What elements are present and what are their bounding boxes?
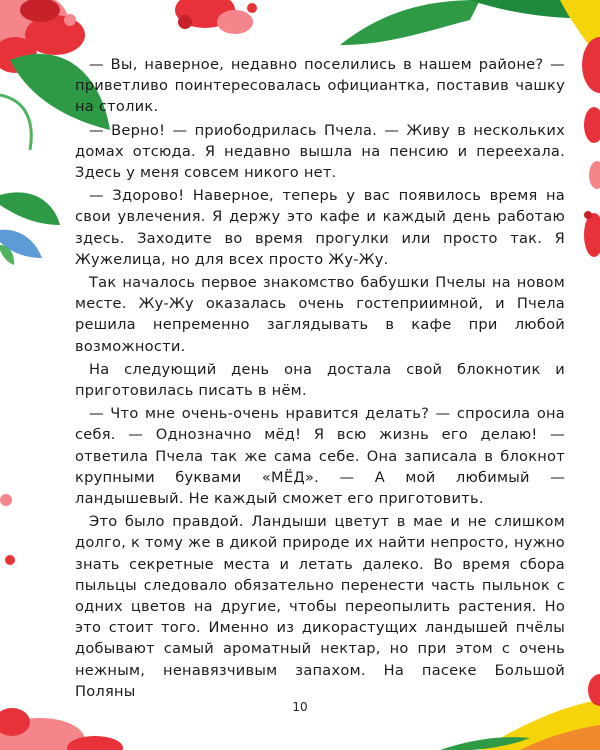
story-text [75,54,565,704]
paragraph: — Что мне очень-очень нравится делать? — спросила она себя. — Однозначно мёд! Я всю жизнь его делаю! — ответила Пчела так же сама себе. Она записала в блокнот крупными буквами «МЁД». — А мой любимый — ландышевый. Не каждый сможет его приготовить. [75,405,565,508]
paragraph: — Здорово! Наверное, теперь у вас появилось время на свои увлечения. Я держу это кафе и каждый день работаю здесь. Заходите во время прогулки или просто так. Я Жужелица, но для всех просто Жу-Жу. [75,187,565,268]
top-center-leaf [340,0,480,45]
left-dots [0,494,15,565]
top-center-flowers [175,0,257,34]
top-left-stem [0,95,31,150]
top-right-flower [582,37,600,93]
paragraph: — Вы, наверное, недавно поселились в нашем районе? — приветливо поинтересовалась официантка, поставив чашку на столик. [75,56,565,116]
bottom-left-flowers [0,708,123,750]
right-flowers [584,107,600,257]
paragraph: На следующий день она достала свой блокнотик и приготовилась писать в нём. [75,360,565,400]
paragraph: Это было правдой. Ландыши цветут в мае и не слишком долго, к тому же в дикой природе их найти непросто, нужно знать секретные места и летать далеко. Во время сбора пыльцы следовало обязательно перенести часть пыльнок с одних цветов на другие, чтобы переопылить растения. Но это стоит того. Именно из дикорастущих ландышей пчёлы добывают самый ароматный нектар, но при этом с очень нежным, ненавязчивым запахом. На пасеке Большой Поляны [75,513,565,700]
left-leaf-green [0,192,60,225]
paragraph: Так началось первое знакомство бабушки Пчелы на новом месте. Жу-Жу оказалась очень гостеприимной, и Пчела решила непременно заглядывать в кафе при любой возможности. [75,274,565,355]
page-number: 10 [292,700,308,714]
paragraph: — Верно! — приободрилась Пчела. — Живу в нескольких домах отсюда. Я недавно вышла на пенсию и переехала. Здесь у меня совсем никого нет. [75,121,565,182]
